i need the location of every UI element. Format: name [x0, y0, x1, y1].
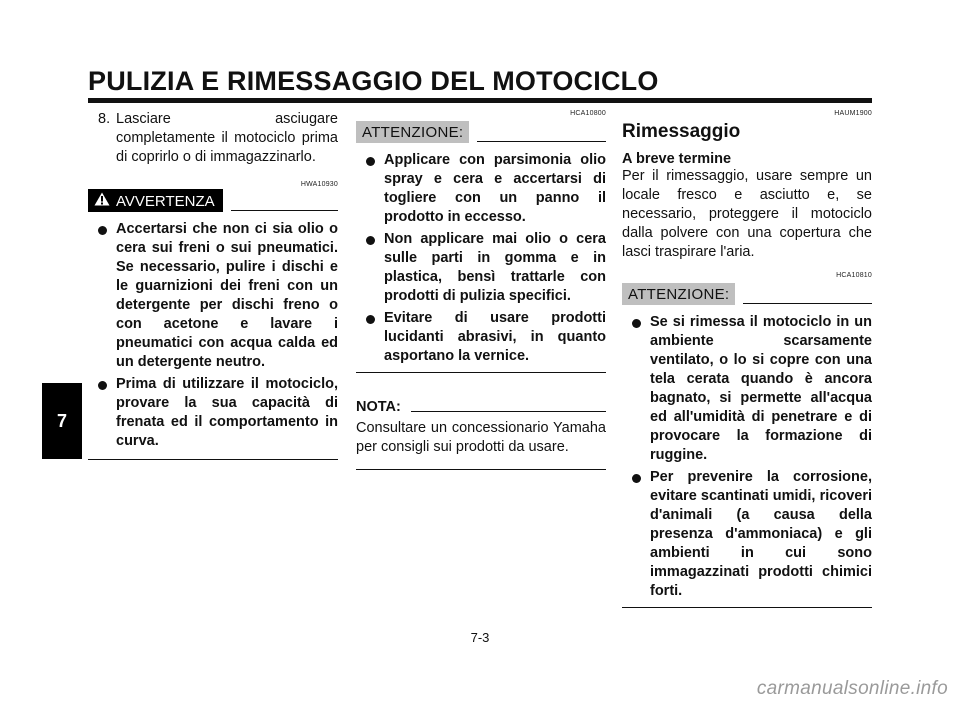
caution-body: [356, 143, 606, 373]
caution-bullet: Applicare con parsimonia olio spray e cera e accertarsi di togliere con un panno il prodotto in eccesso.: [356, 151, 606, 227]
page-title: PULIZIA E RIMESSAGGIO DEL MOTOCICLO: [88, 66, 659, 96]
section-code: HAUM1900: [834, 110, 872, 117]
subsection-title: A breve termine: [622, 151, 732, 167]
warning-header: [88, 189, 338, 212]
caution-badge: ATTENZIONE:: [622, 283, 735, 305]
note-header-rule: [411, 411, 606, 412]
caution-end-rule: [356, 372, 606, 373]
caution-code: HCA10800: [570, 110, 606, 117]
warning-end-rule: [88, 459, 338, 460]
caution-badge: ATTENZIONE:: [356, 121, 469, 143]
note-end-rule: [356, 469, 606, 470]
caution-header-rule: [477, 141, 606, 142]
caution-body: [622, 305, 872, 608]
paragraph: Per il rimessaggio, usare sempre un locale fresco e asciutto e, se necessario, proteggere il motociclo dalla polvere con una copertura che lasci traspirare l'aria.: [622, 168, 872, 260]
page-number: 7-3: [470, 630, 490, 645]
caution-header: [356, 121, 606, 143]
warning-bullet: Prima di utilizzare il motociclo, provare la sua capacità di frenata ed il comportamento in curva.: [88, 375, 338, 451]
warning-code: HWA10930: [300, 181, 338, 188]
warning-label: AVVERTENZA: [116, 192, 215, 210]
caution-end-rule: [622, 607, 872, 608]
caution-header-rule: [743, 303, 872, 304]
warning-body: [88, 212, 338, 460]
caution-bullet: Se si rimessa il motociclo in un ambiente scarsamente ventilato, o lo si copre con una tela cerata quando è ancora bagnato, si permette all'acqua ed all'umidità di penetrare e di provocare la formazione di ruggine.: [622, 313, 872, 465]
column-middle: [356, 110, 606, 470]
caution-code: HCA10810: [836, 272, 872, 279]
caution-header: [622, 283, 872, 305]
step-text: Lasciare asciugare completamente il motociclo prima di coprirlo o di immagazzinarlo.: [116, 111, 338, 165]
note-text: Consultare un concessionario Yamaha per consigli sui prodotti da usare.: [356, 420, 606, 455]
warning-header-rule: [231, 210, 338, 211]
column-right: [622, 110, 872, 608]
warning-bullet: Accertarsi che non ci sia olio o cera sui freni o sui pneumatici. Se necessario, pulire i dischi e le guarnizioni dei freni con un detergente per dischi freno o con acetone e lavare i pneumatici con acqua calda ed un detergente neutro.: [88, 220, 338, 372]
warning-triangle-icon: [94, 192, 110, 210]
warning-badge: [88, 189, 223, 212]
section-title: Rimessaggio: [622, 121, 741, 142]
caution-bullet: Evitare di usare prodotti lucidanti abrasivi, in quanto asportano la vernice.: [356, 309, 606, 366]
chapter-tab: 7: [42, 383, 82, 459]
column-left: [88, 110, 338, 460]
step-number: 8.: [98, 111, 111, 127]
caution-bullet: Non applicare mai olio o cera sulle parti in gomma e in plastica, bensì trattarle con prodotti di pulizia specifici.: [356, 230, 606, 306]
watermark: carmanualsonline.info: [756, 678, 948, 699]
note-header: [356, 399, 606, 415]
caution-bullet: Per prevenire la corrosione, evitare scantinati umidi, ricoveri d'animali (a causa della presenza d'ammoniaca) e gli ambienti in cui sono immagazzinati prodotti chimici forti.: [622, 468, 872, 601]
note-label: NOTA:: [356, 399, 401, 415]
step-item: [88, 110, 338, 167]
title-rule: [88, 98, 872, 103]
